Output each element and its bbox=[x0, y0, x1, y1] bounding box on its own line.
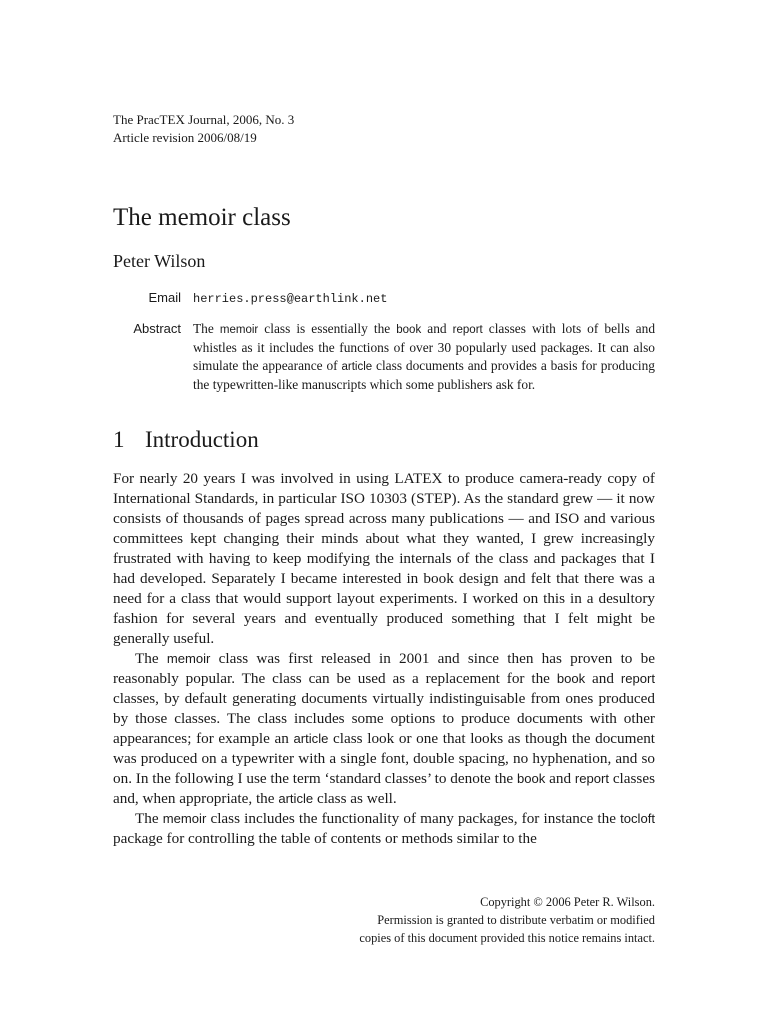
revision-line: Article revision 2006/08/19 bbox=[113, 130, 257, 145]
class-name: report bbox=[620, 671, 655, 686]
package-name: tocloft bbox=[620, 811, 655, 826]
permission-line-1: Permission is granted to distribute verbatim or modified bbox=[377, 913, 655, 927]
class-name: book bbox=[556, 671, 586, 686]
class-name: article bbox=[293, 731, 329, 746]
class-name: article bbox=[341, 361, 373, 373]
email-label: Email bbox=[148, 290, 181, 305]
abstract-label: Abstract bbox=[133, 321, 181, 336]
abstract-text: The memoir class is essentially the book and report classes with lots of bells and whistles as it includes the functions of over 30 popularly used packages. It can also simulate the appearance of article class documents and provides a basis for producing the typewritten-like manuscripts which some publishers ask for. bbox=[193, 321, 656, 392]
email-row bbox=[113, 289, 655, 308]
permission-line-2: copies of this document provided this notice remains intact. bbox=[359, 931, 655, 945]
journal-header bbox=[113, 111, 294, 147]
paper-title: The memoir class bbox=[113, 204, 291, 231]
section-title: Introduction bbox=[145, 427, 259, 452]
class-name: article bbox=[278, 791, 314, 806]
class-name: report bbox=[574, 771, 609, 786]
paragraph-2: The memoir class was first released in 2001 and since then has proven to be reasonably popular. The class can be used as a replacement for the book and report classes, by default generating documents virtually indistinguisable from ones produced by those classes. The class includes some options to produce documents with other appearances; for example an article class look or one that looks as though the document was produced on a typewriter with a single font, double spacing, no hyphenation, and so on. In the following I use the term ‘standard classes’ to denote the book and report classes and, when appropriate, the article class as well. bbox=[113, 650, 656, 807]
paragraph-1: For nearly 20 years I was involved in using LATEX to produce camera-ready copy of International Standards, in particular ISO 10303 (STEP). As the standard grew — it now consists of thousands of pages spread across many publications — and ISO and various committees kept changing their minds about what they wanted, I grew increasingly frustrated with having to keep modifying the internals of the class and packages that I had developed. Separately I became interested in book design and felt that there was a need for a class that would support layout experiments. I worked on this in a desultory fashion for several years and eventually produced something that I felt might be generally useful. bbox=[113, 470, 655, 647]
class-name: book bbox=[516, 771, 546, 786]
journal-line: The PracTEX Journal, 2006, No. 3 bbox=[113, 112, 295, 127]
paragraph-3: The memoir class includes the functionality of many packages, for instance the tocloft package for controlling the table of contents or methods similar to the bbox=[113, 810, 655, 847]
section-heading bbox=[113, 427, 259, 453]
body-text bbox=[113, 469, 655, 849]
abstract-row bbox=[113, 320, 655, 394]
class-name: report bbox=[452, 324, 483, 336]
class-name: memoir bbox=[162, 811, 207, 826]
class-name: memoir bbox=[219, 324, 259, 336]
email-address[interactable]: herries.press@earthlink.net bbox=[193, 292, 388, 306]
class-name: memoir bbox=[166, 651, 211, 666]
author-name: Peter Wilson bbox=[113, 251, 206, 271]
class-name: book bbox=[396, 324, 422, 336]
section-number: 1 bbox=[113, 427, 125, 452]
copyright-line: Copyright © 2006 Peter R. Wilson. bbox=[480, 895, 655, 909]
copyright-notice bbox=[255, 893, 655, 947]
